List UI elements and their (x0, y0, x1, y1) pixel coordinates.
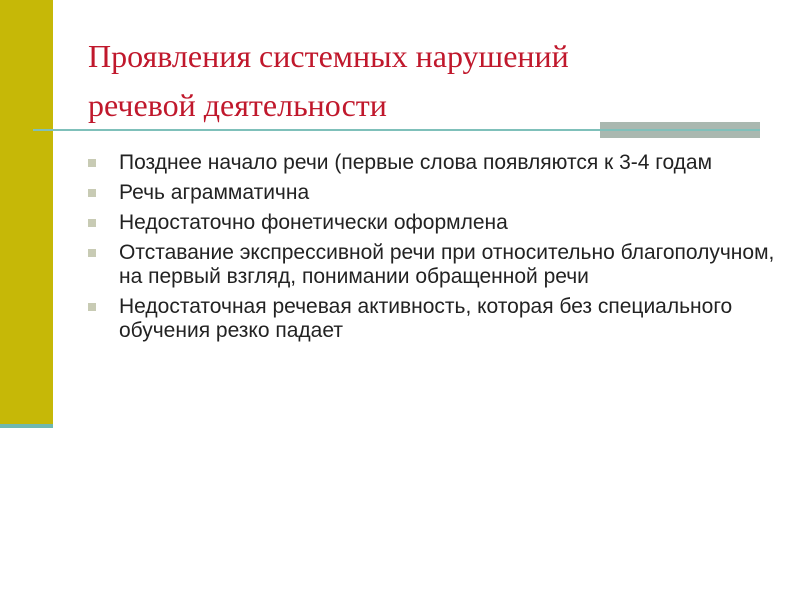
square-bullet-icon (88, 159, 96, 167)
bullet-text: Позднее начало речи (первые слова появляются к 3-4 годам (119, 151, 713, 174)
square-bullet-icon (88, 189, 96, 197)
square-bullet-icon (88, 249, 96, 257)
bullet-text: Отставание экспрессивной речи при относительно благополучном, на первый взгляд, понимании обращенной речи (119, 241, 775, 288)
bullet-text: Речь аграмматична (119, 181, 310, 204)
bullet-item (88, 211, 788, 235)
square-bullet-icon (88, 219, 96, 227)
bullet-text: Недостаточно фонетически оформлена (119, 211, 508, 234)
slide-title (88, 32, 768, 130)
square-bullet-icon (88, 303, 96, 311)
title-divider-accent-block (600, 122, 760, 138)
slide-title-line-1: Проявления системных нарушений (88, 38, 569, 74)
bullet-item (88, 295, 788, 343)
accent-side-bar-underline (0, 424, 53, 428)
slide-title-line-2: речевой деятельности (88, 87, 387, 123)
bullet-item (88, 241, 788, 289)
bullet-text: Недостаточная речевая активность, которая без специального обучения резко падает (119, 295, 733, 342)
accent-side-bar (0, 0, 53, 424)
bullet-item (88, 181, 788, 205)
bullet-item (88, 151, 788, 175)
bullet-list (88, 151, 788, 349)
